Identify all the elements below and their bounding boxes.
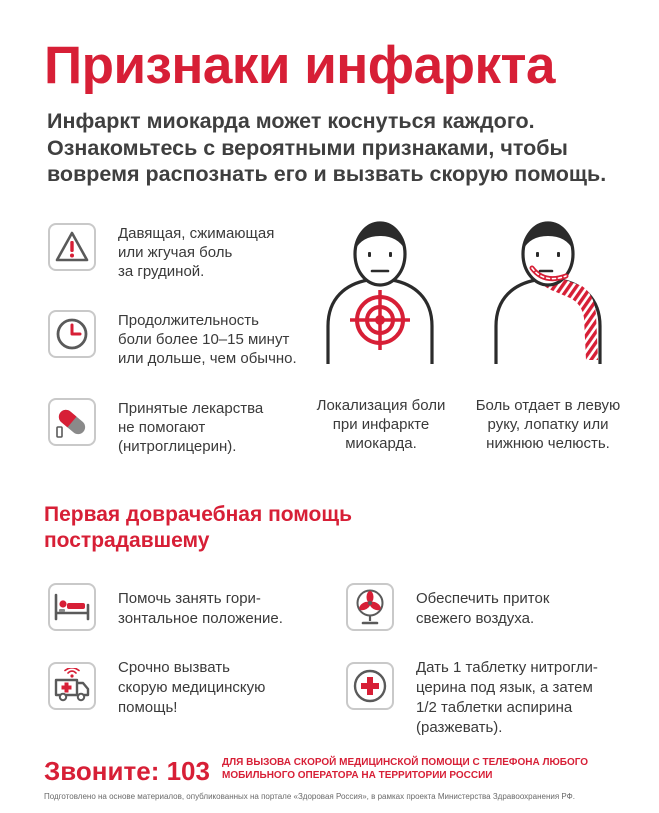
chest-target-figure [318, 214, 442, 364]
aid-text [118, 589, 283, 629]
symptom-line: не помогают [118, 419, 206, 436]
caption-line: при инфаркте [332, 416, 430, 433]
call-note-line: ДЛЯ ВЫЗОВА СКОРОЙ МЕДИЦИНСКОЙ ПОМОЩИ С ТЕЛЕФОНА ЛЮБОГО [222, 757, 589, 768]
pill-icon [48, 398, 96, 446]
ambulance-icon [48, 662, 96, 710]
aid-line: Дать 1 таблетку нитрогли- [416, 659, 598, 676]
aid-line: (разжевать). [416, 719, 503, 736]
symptom-line: Продолжительность [118, 312, 259, 329]
intro-text [47, 108, 627, 188]
figure-caption [306, 396, 456, 453]
aid-line: свежего воздуха. [416, 610, 535, 627]
caption-line: нижнюю челюсть. [486, 435, 610, 452]
symptom-line: за грудиной. [118, 263, 205, 280]
poster-title: Признаки инфаркта [44, 36, 555, 95]
aid-line: помощь! [118, 699, 178, 716]
aid-line: Помочь занять гори- [118, 590, 261, 607]
symptom-text [118, 311, 297, 368]
symptom-line: (нитроглицерин). [118, 438, 237, 455]
caption-line: руку, лопатку или [487, 416, 609, 433]
intro-line: Ознакомьтесь с вероятными признаками, чтобы [47, 135, 568, 160]
symptom-text [118, 224, 274, 281]
caption-line: миокарда. [345, 435, 417, 452]
aid-text [416, 589, 549, 629]
aid-line: скорую медицинскую [118, 679, 266, 696]
footer-note: Подготовлено на основе материалов, опубликованных на портале «Здоровая Россия», в рамках проекта Министерства Здравоохранения РФ. [44, 792, 575, 801]
aid-line: 1/2 таблетки аспирина [416, 699, 573, 716]
intro-line: вовремя распознать его и вызвать скорую помощь. [47, 162, 607, 186]
symptom-line: боли более 10–15 минут [118, 331, 290, 348]
aid-line: Срочно вызвать [118, 659, 230, 676]
aid-line: церина под язык, а затем [416, 679, 593, 696]
fan-icon [346, 583, 394, 631]
aid-text [118, 658, 265, 718]
symptom-line: Давящая, сжимающая [118, 225, 275, 242]
aid-line: Обеспечить приток [416, 590, 550, 607]
aid-line: зонтальное положение. [118, 610, 283, 627]
bed-icon [48, 583, 96, 631]
figure-caption [462, 396, 634, 453]
clock-icon [48, 310, 96, 358]
radiating-pain-figure [486, 214, 610, 364]
symptom-line: или дольше, чем обычно. [118, 350, 297, 367]
symptom-text [118, 399, 263, 456]
symptom-line: Принятые лекарства [118, 400, 264, 417]
medical-cross-icon [346, 662, 394, 710]
intro-line: Инфаркт миокарда может коснуться каждого. [47, 109, 535, 133]
aid-text [416, 658, 598, 738]
caption-line: Боль отдает в левую [475, 397, 621, 414]
call-note-line: МОБИЛЬНОГО ОПЕРАТОРА НА ТЕРРИТОРИИ РОССИИ [222, 769, 493, 781]
warning-icon [48, 223, 96, 271]
first-aid-heading [44, 502, 352, 554]
emergency-number: Звоните: 103 [44, 756, 210, 786]
call-note [222, 757, 588, 782]
heading-line: Первая доврачебная помощь [44, 503, 353, 526]
heading-line: пострадавшему [44, 529, 210, 552]
caption-line: Локализация боли [316, 397, 446, 414]
symptom-line: или жгучая боль [118, 244, 233, 261]
